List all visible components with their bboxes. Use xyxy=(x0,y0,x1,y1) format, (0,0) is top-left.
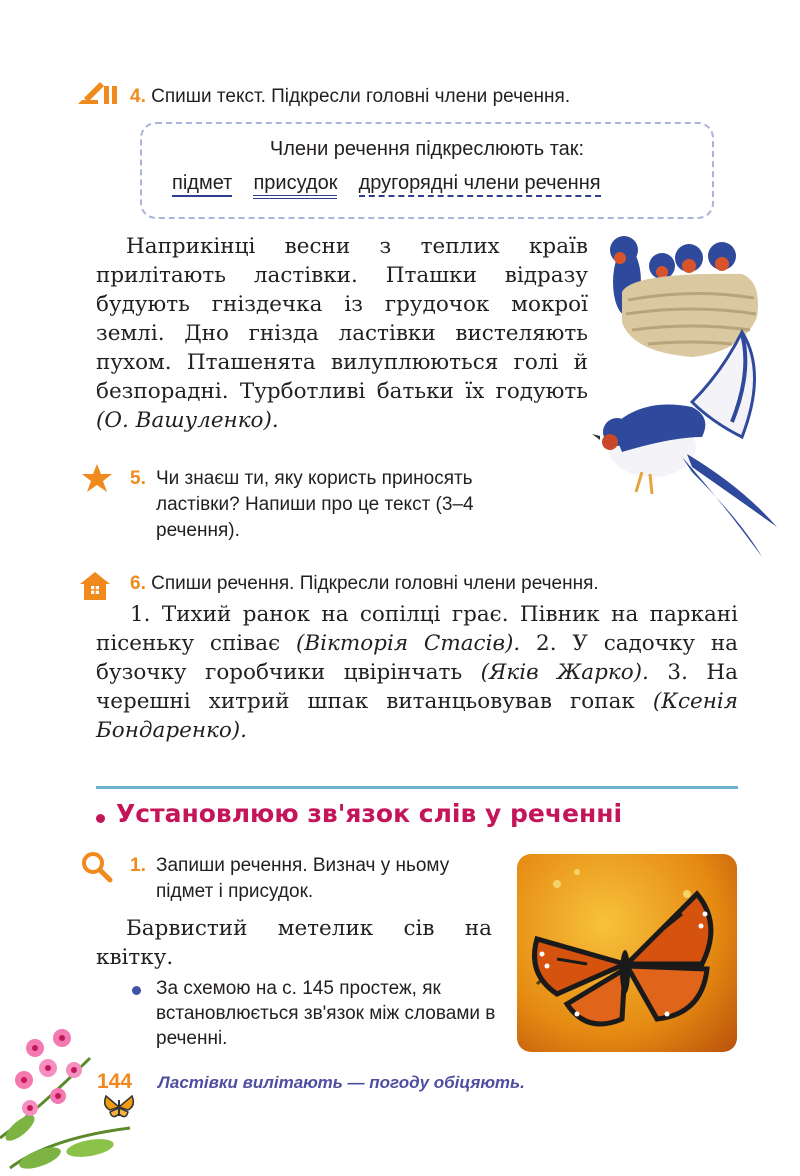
note-secondary: другорядні члени речення xyxy=(359,172,601,197)
pencil-icon xyxy=(76,80,122,106)
paragraph-author: (О. Вашуленко). xyxy=(96,408,279,433)
page-number: 144 xyxy=(97,1070,133,1093)
section-divider xyxy=(96,786,738,789)
footer-proverb: Ластівки вилітають — погоду обіцяють. xyxy=(158,1073,525,1092)
task5-text: Чи знаєш ти, яку користь приносять ластівки? Напиши про це текст (3–4 речення). xyxy=(156,468,474,541)
s3-author: (Ксенія Бондаренко). xyxy=(96,689,738,743)
task1-sentence: Барвистий метелик сів на квітку. xyxy=(96,916,492,970)
butterfly-photo xyxy=(517,854,737,1052)
note-title: Члени речення підкреслюють так: xyxy=(269,138,585,160)
task5-instruction xyxy=(130,466,550,544)
task4-instruction xyxy=(130,84,730,110)
task6-instruction xyxy=(130,571,750,597)
star-icon xyxy=(80,462,114,496)
task5-number: 5. xyxy=(130,468,146,489)
s1-author: (Вікторія Стасів). xyxy=(295,631,521,656)
task4-number: 4. xyxy=(130,86,146,107)
s2-author: (Яків Жарко). xyxy=(480,660,649,685)
task1-instruction xyxy=(130,853,500,905)
bullet-text: За схемою на с. 145 простеж, як встановлюється зв'язок між словами в реченні. xyxy=(156,978,496,1049)
task6-sentences xyxy=(96,600,738,745)
swallows-illustration xyxy=(592,222,782,572)
s1-text: 1. Тихий ранок на сопілці грає. Півник на паркані пісеньку співає xyxy=(96,602,738,656)
note-examples xyxy=(172,172,702,195)
note-predicate: присудок xyxy=(253,172,337,199)
underline-rule-box xyxy=(140,122,714,219)
section-bullet xyxy=(96,814,105,823)
task4-paragraph xyxy=(96,232,588,435)
note-subject: підмет xyxy=(172,172,232,197)
s3-text: 3. На черешні хитрий шпак витанцьовував гопак xyxy=(96,660,739,714)
butterfly-icon xyxy=(102,1092,136,1122)
magnifier-icon xyxy=(80,850,114,884)
task1-number: 1. xyxy=(130,855,146,876)
home-icon xyxy=(78,570,112,602)
section-title: Установлюю зв'язок слів у реченні xyxy=(116,799,623,828)
task6-number: 6. xyxy=(130,573,146,594)
s2-text: 2. У садочку на бузочку горобчики цвірінчать xyxy=(96,631,738,685)
task1-text: Запиши речення. Визнач у ньому підмет і присудок. xyxy=(156,855,450,902)
bullet-dot xyxy=(132,986,141,995)
paragraph-text: Наприкінці весни з теплих країв прилітають ластівки. Пташки відразу будують гніздечка із грудочок мокрої землі. Дно гнізда ластівки вистеляють пухом. Пташенята вилуплюються голі й безпорадні. Турботливі батьки їх годують xyxy=(96,234,588,404)
task4-text: Спиши текст. Підкресли головні члени речення. xyxy=(151,86,571,107)
task6-text: Спиши речення. Підкресли головні члени речення. xyxy=(151,573,599,594)
